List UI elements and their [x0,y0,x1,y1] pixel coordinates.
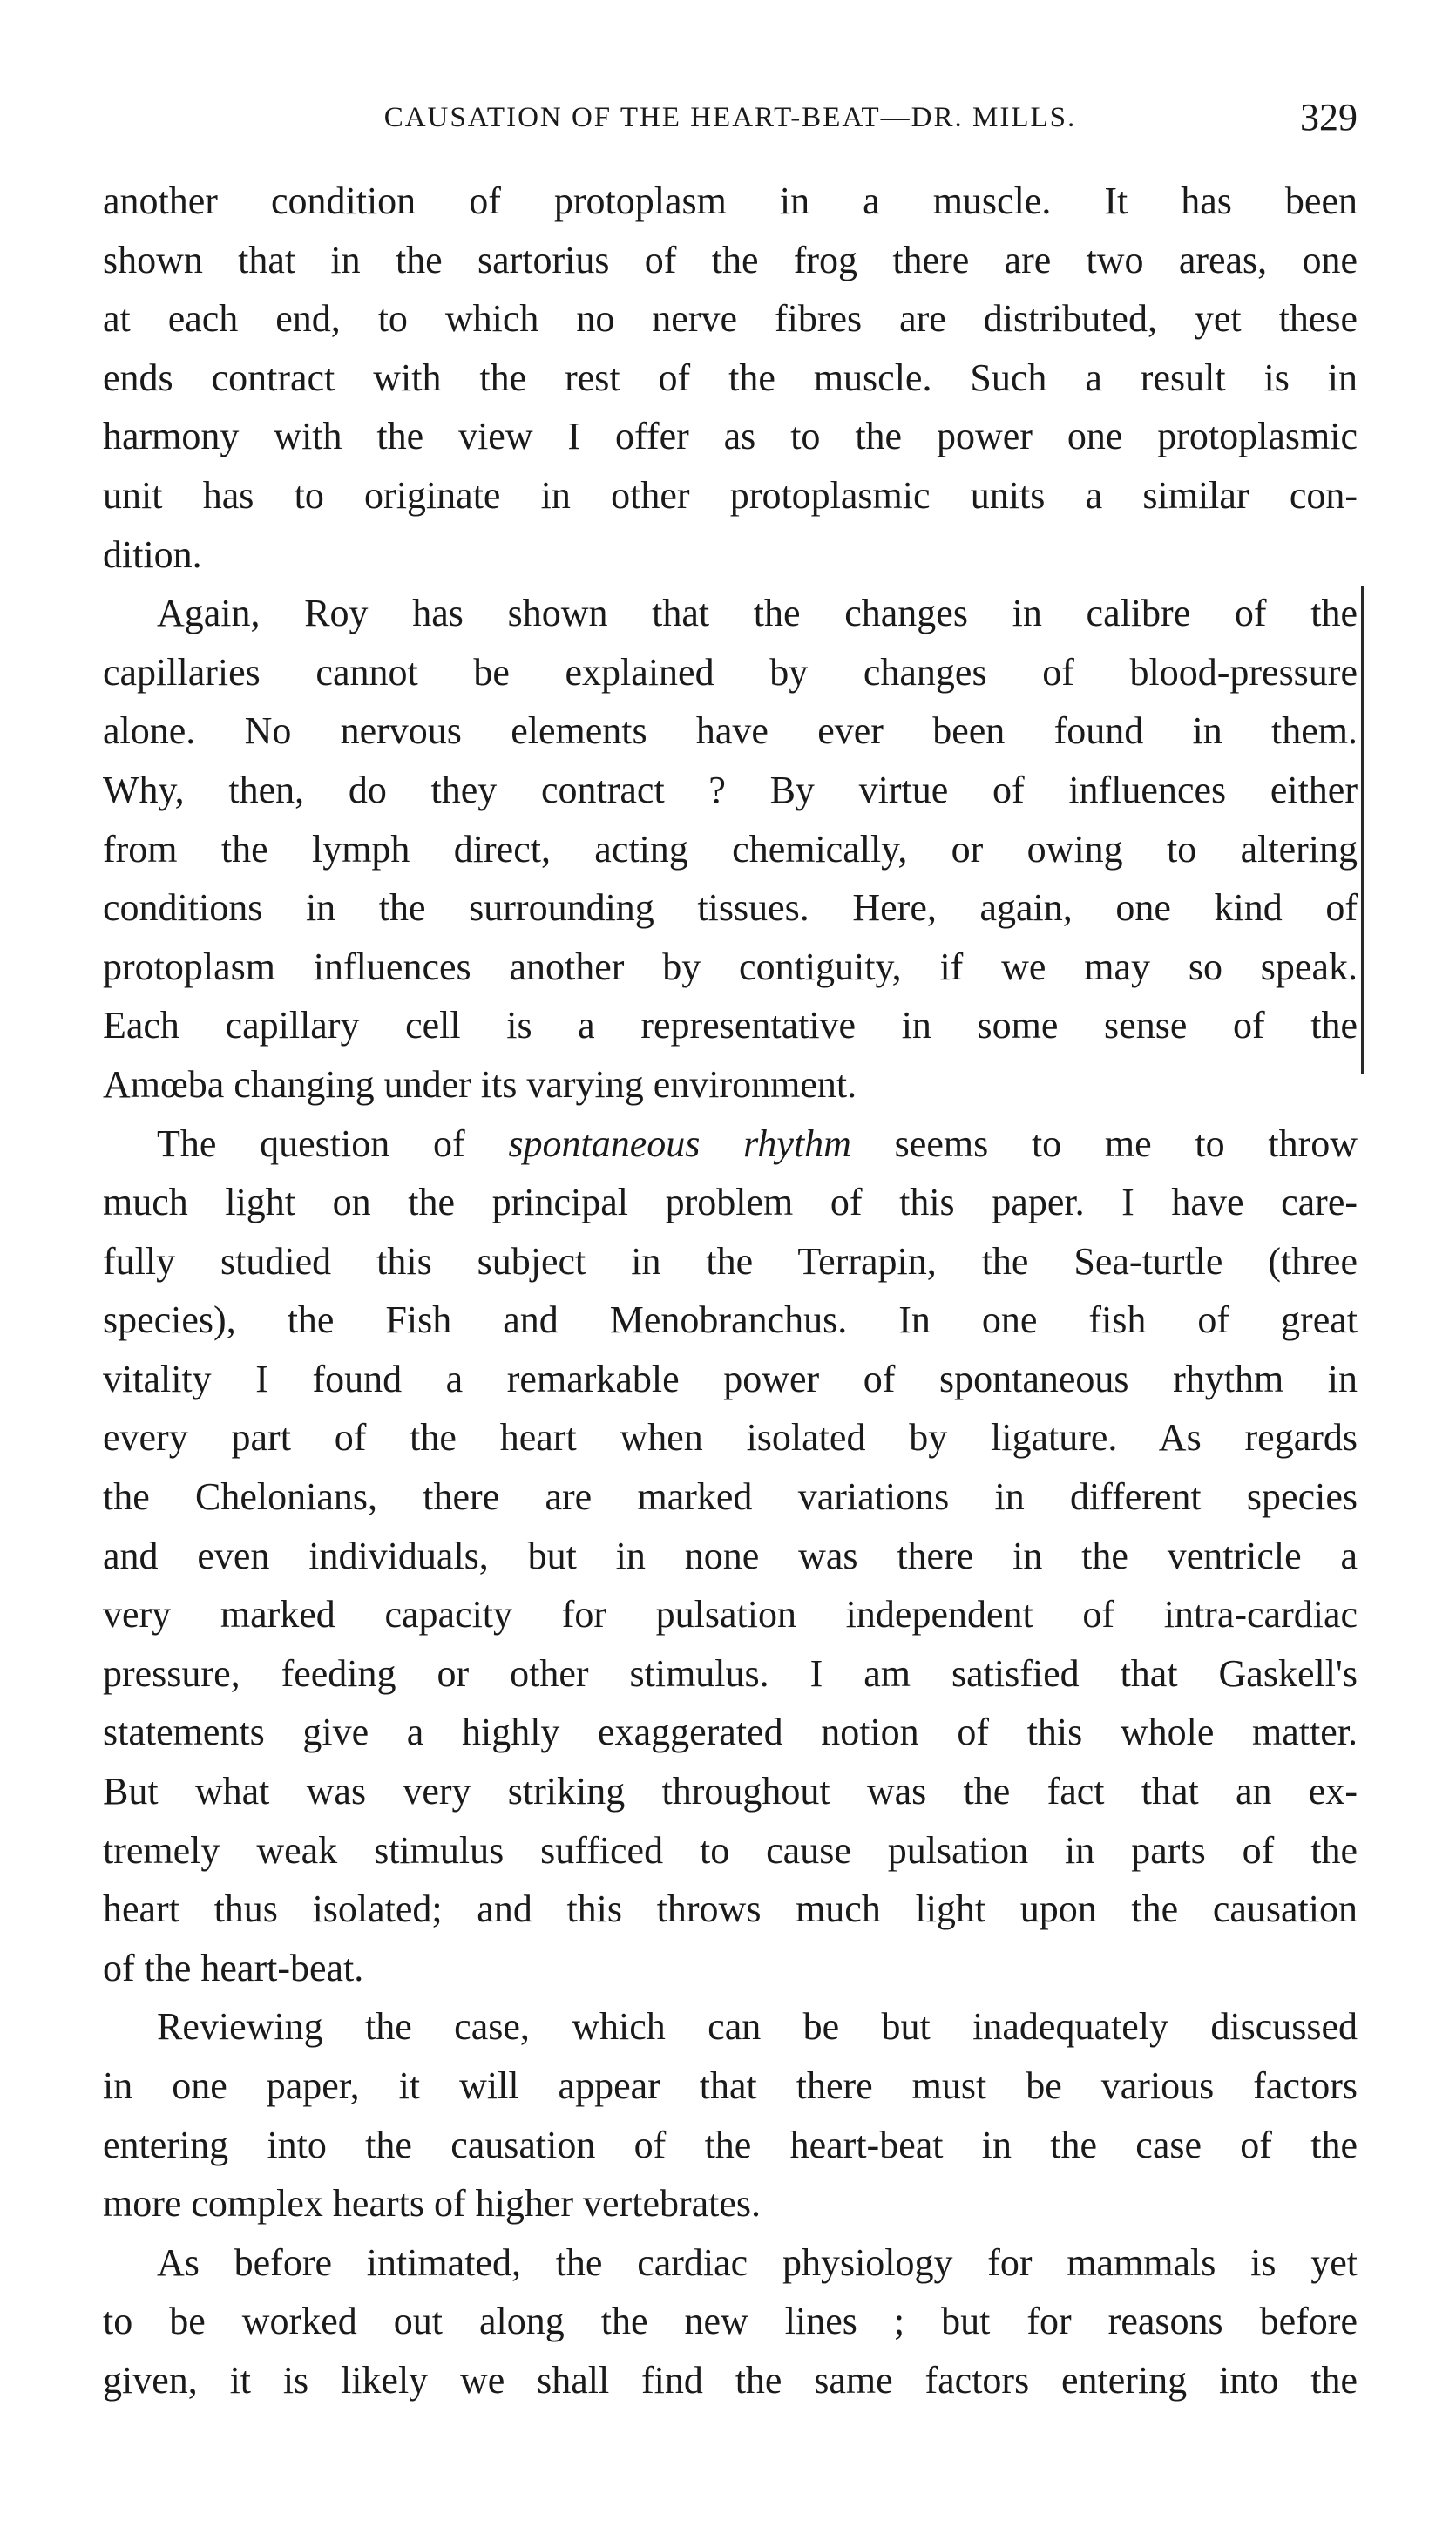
text-line: unit has to originate in other protoplasmic units a similar con- [103,473,1358,517]
text-line: given, it is likely we shall find the same factors entering into the [103,2358,1358,2402]
text-line: much light on the principal problem of this paper. I have care- [103,1181,1358,1224]
emphasis-spontaneous: spontaneous rhythm [508,1122,851,1165]
text-line: As before intimated, the cardiac physiology for mammals is yet [157,2240,1358,2284]
paragraph [103,172,1358,584]
text-line: ends contract with the rest of the muscle. Such a result is in [103,356,1358,399]
running-title: CAUSATION OF THE HEART-BEAT—DR. MILLS. [383,102,1077,133]
paragraph [103,1115,1358,1998]
text-line: But what was very striking throughout was the fact that an ex- [103,1770,1358,1813]
text-line: Each capillary cell is a representative in some sense of the [103,1004,1358,1047]
text-line: at each end, to which no nerve fibres are distributed, yet these [103,297,1358,341]
text-line: another condition of protoplasm in a muscle. It has been [103,180,1358,222]
running-head [103,91,1358,144]
text-line: more complex hearts of higher vertebrates. [103,2182,762,2226]
text-line: in one paper, it will appear that there must be various factors [103,2064,1358,2107]
text-line: heart thus isolated; and this throws much light upon the causation [103,1887,1358,1931]
text-line: very marked capacity for pulsation independent of intra-cardiac [103,1593,1358,1637]
text-line: to be worked out along the new lines ; but for reasons before [103,2300,1358,2343]
text-line: Amœba changing under its varying environment. [103,1062,857,1106]
text-line: protoplasm influences another by contiguity, if we may so speak. [103,945,1358,988]
text-line: Reviewing the case, which can be but inadequately discussed [157,2005,1358,2049]
text-line: Again, Roy has shown that the changes in calibre of the [157,592,1358,635]
text-line: conditions in the surrounding tissues. Here, again, one kind of [103,886,1358,930]
text-line: Why, then, do they contract ? By virtue of influences either [103,768,1358,811]
text-line: the Chelonians, there are marked variations in different species [103,1475,1358,1519]
text-line: harmony with the view I offer as to the power one protoplasmic [103,415,1358,458]
text-line: tremely weak stimulus sufficed to cause pulsation in parts of the [103,1828,1358,1872]
text-line: fully studied this subject in the Terrapin, the Sea-turtle (three [103,1239,1358,1283]
paragraph [103,584,1358,1114]
body-text [103,172,1358,2410]
text-line: statements give a highly exaggerated notion of this whole matter. [103,1711,1358,1754]
text-line: entering into the causation of the heart-beat in the case of the [103,2123,1358,2166]
text-line: every part of the heart when isolated by ligature. As regards [103,1416,1358,1460]
paragraph [103,2233,1358,2410]
text-line: from the lymph direct, acting chemically, or owing to altering [103,827,1358,871]
text-line: shown that in the sartorius of the frog there are two areas, one [103,238,1358,281]
paragraph [103,1997,1358,2233]
text-line: vitality I found a remarkable power of spontaneous rhythm in [103,1357,1358,1400]
text-line: alone. No nervous elements have ever been found in them. [103,709,1358,753]
text-line: pressure, feeding or other stimulus. I am satisfied that Gaskell's [103,1651,1358,1695]
margin-bracket [1361,586,1364,1074]
text-line: species), the Fish and Menobranchus. In one fish of great [103,1298,1358,1342]
text-line: dition. [103,532,202,576]
text-run: The question of [157,1122,509,1165]
text-line: and even individuals, but in none was there in the ventricle a [103,1534,1358,1577]
text-line [103,1115,1358,1174]
page-number: 329 [1300,96,1358,139]
text-line: of the heart-beat. [103,1946,364,1989]
text-run: seems to me to throw [850,1122,1358,1165]
text-line: capillaries cannot be explained by changes of blood-pressure [103,650,1358,694]
